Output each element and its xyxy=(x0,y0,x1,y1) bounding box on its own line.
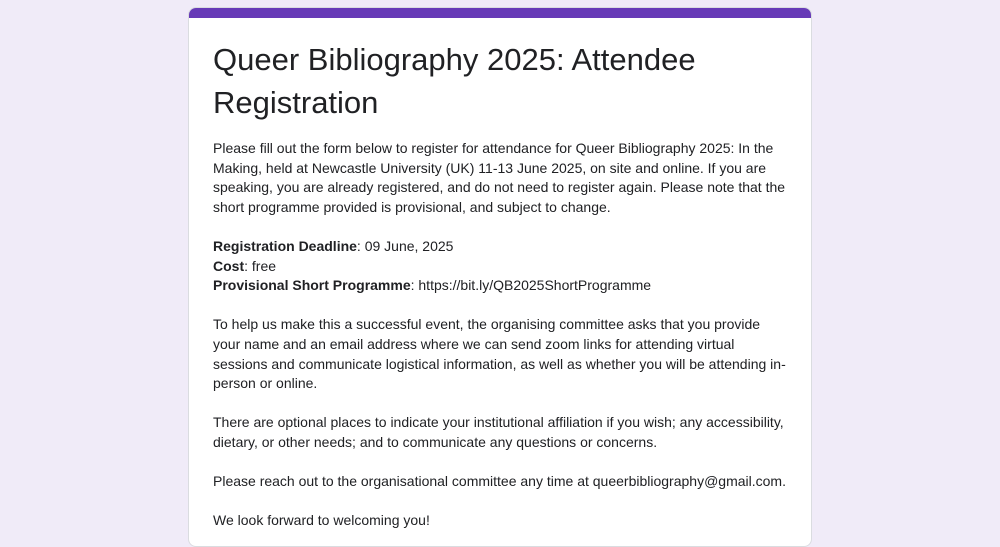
closing-paragraph: We look forward to welcoming you! xyxy=(213,512,430,529)
form-description xyxy=(213,139,787,531)
programme-label: Provisional Short Programme xyxy=(213,277,411,294)
form-accent-bar xyxy=(189,8,811,18)
programme-line xyxy=(213,276,787,296)
contact-paragraph: Please reach out to the organisational committee any time at queerbibliography@gmail.com. xyxy=(213,473,786,490)
cost-value: : free xyxy=(244,257,277,274)
deadline-label: Registration Deadline xyxy=(213,237,357,254)
optional-paragraph: There are optional places to indicate your institutional affiliation if you wish; any accessibility, dietary, or other needs; and to communicate any questions or concerns. xyxy=(213,414,784,450)
cost-label: Cost xyxy=(213,257,245,274)
form-header-body xyxy=(189,18,811,531)
deadline-line xyxy=(213,237,787,257)
help-paragraph: To help us make this a successful event, the organising committee asks that you provide your name and an email address where we can send zoom links for attending virtual sessions and communicate logistical information, as well as whether you will be attending in-person or online. xyxy=(213,316,786,392)
form-title: Queer Bibliography 2025: Attendee Registration xyxy=(213,42,696,120)
form-header-card xyxy=(188,7,812,547)
programme-value: : https://bit.ly/QB2025ShortProgramme xyxy=(410,277,652,294)
cost-line xyxy=(213,257,787,277)
deadline-value: : 09 June, 2025 xyxy=(356,237,454,254)
intro-paragraph: Please fill out the form below to register for attendance for Queer Bibliography 2025: In the Making, held at Newcastle University (UK) 11-13 June 2025, on site and online. If you are speaking, you are already registered, and do not need to register again. Please note that the short programme provided is provisional, and subject to change. xyxy=(213,140,786,215)
event-details xyxy=(213,237,787,296)
